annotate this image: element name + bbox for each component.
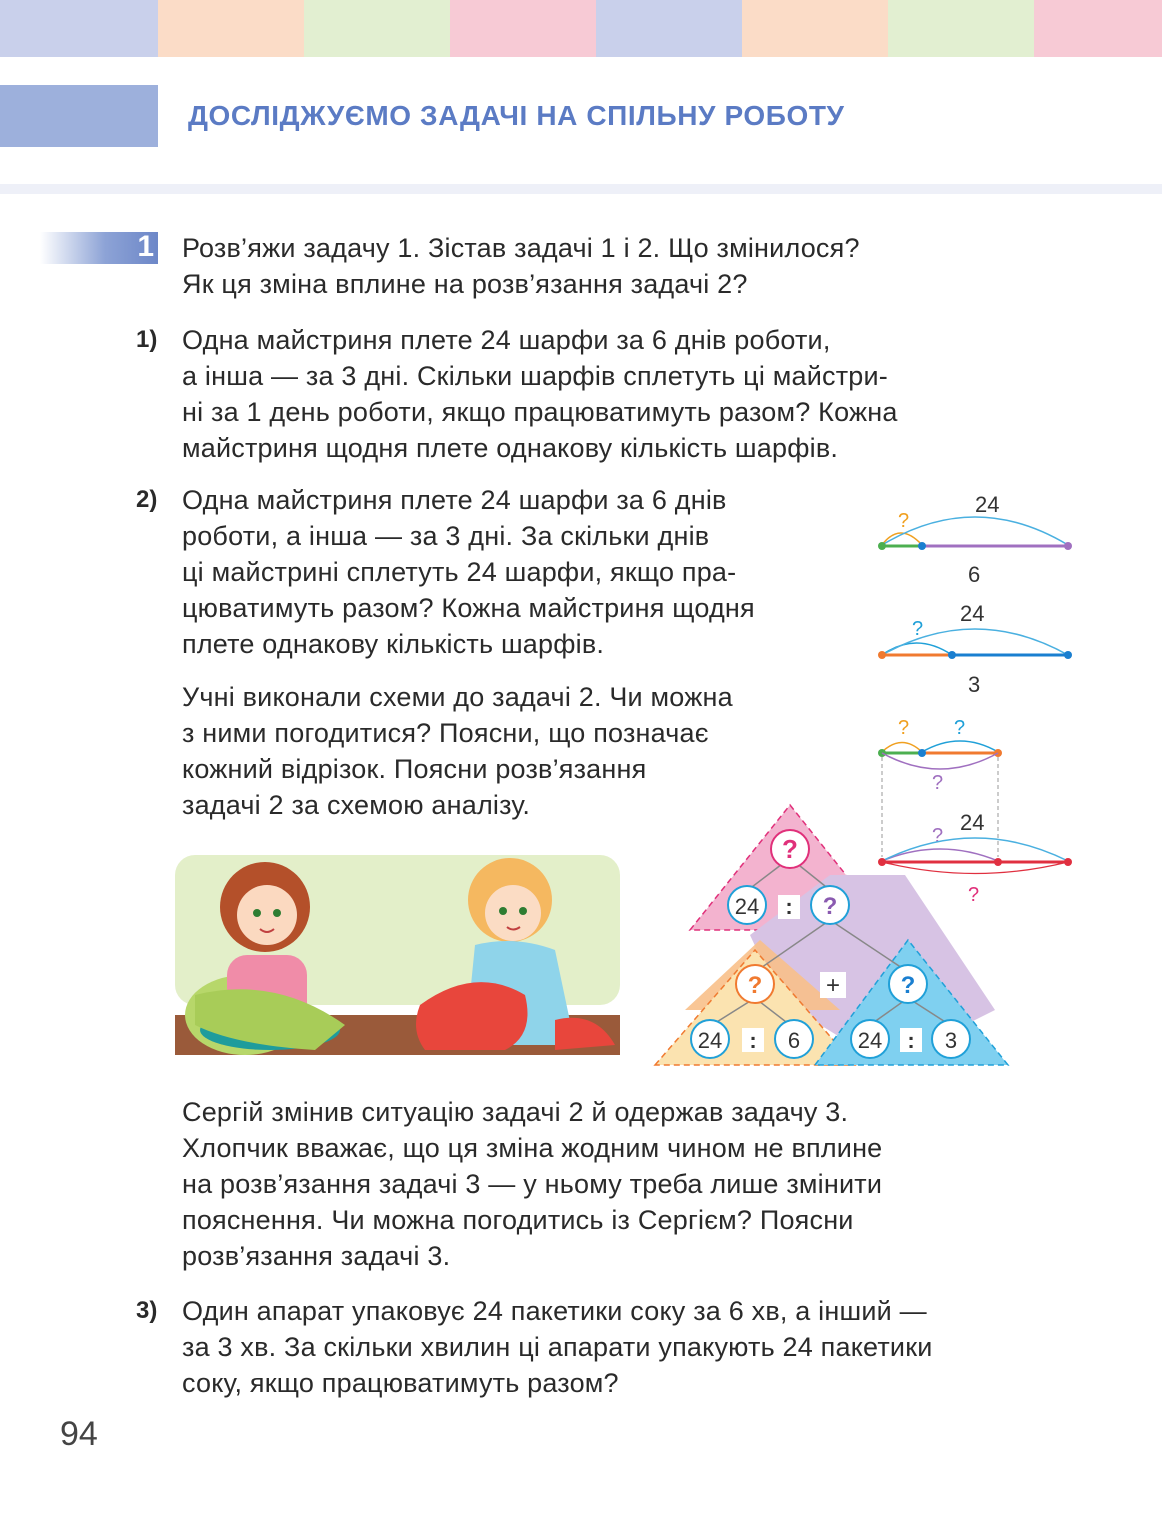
paragraph-line: Хлопчик вважає, що ця зміна жодним чином не вплине	[182, 1133, 883, 1163]
analysis-tree-diagram	[650, 800, 1020, 1075]
question-line: кожний відрізок. Поясни розв’язання	[182, 754, 647, 784]
paragraph-line: пояснення. Чи можна погодитись із Сергієм? Поясни	[182, 1205, 854, 1235]
task-number-badge	[40, 232, 158, 264]
scheme-label: 3	[968, 672, 981, 697]
problem-line: ні за 1 день роботи, якщо працюватимуть разом? Кожна	[182, 397, 898, 427]
header-divider	[0, 184, 1162, 194]
problem-line: Одна майстриня плете 24 шарфи за 6 днів	[182, 485, 727, 515]
problem-line: ці майстрині сплетуть 24 шарфи, якщо пра-	[182, 557, 737, 587]
problem-line: Один апарат упаковує 24 пакетики соку за 6 хв, а інший —	[182, 1296, 927, 1326]
problem-line: а інша — за 3 дні. Скільки шарфів сплетуть ці майстри-	[182, 361, 888, 391]
page-title: ДОСЛІДЖУЄМО ЗАДАЧІ НА СПІЛЬНУ РОБОТУ	[188, 100, 845, 131]
tree-node: ?	[900, 972, 916, 999]
stripe	[158, 0, 304, 57]
paragraph-line: Сергій змінив ситуацію задачі 2 й одержав задачу 3.	[182, 1097, 849, 1127]
problem-line: за 3 хв. За скільки хвилин ці апарати упакують 24 пакетики	[182, 1332, 933, 1362]
task-intro-line: Як ця зміна вплине на розв’язання задачі 2?	[182, 269, 748, 299]
stripe	[888, 0, 1034, 57]
question-line: з ними погодитися? Поясни, що позначає	[182, 718, 709, 748]
scheme-label: 24	[960, 810, 985, 835]
problem-label: 1)	[136, 326, 158, 353]
stripe	[0, 0, 158, 57]
header-accent-bar	[0, 85, 158, 147]
stripe	[742, 0, 888, 57]
tree-node: 6	[787, 1028, 801, 1053]
stripe	[304, 0, 450, 57]
problem-line: роботи, а інша — за 3 дні. За скільки днів	[182, 521, 710, 551]
task-number: 1	[137, 230, 154, 263]
problem-label: 2)	[136, 486, 158, 513]
scheme-1	[878, 492, 1072, 587]
tree-root: ?	[782, 834, 798, 864]
question-line: Учні виконали схеми до задачі 2. Чи можна	[182, 682, 733, 712]
tree-op: :	[749, 1028, 757, 1053]
paragraph-line: розв’язання задачі 3.	[182, 1241, 451, 1271]
tree-node: 24	[857, 1028, 883, 1053]
scheme-label: 6	[968, 562, 981, 587]
question-mark: ?	[912, 618, 924, 640]
problem-line: соку, якщо працюватимуть разом?	[182, 1368, 619, 1398]
question-line: задачі 2 за схемою аналізу.	[182, 790, 531, 820]
question-mark: ?	[954, 717, 966, 739]
question-mark: ?	[932, 772, 944, 794]
problem-label: 3)	[136, 1297, 158, 1324]
question-mark: ?	[932, 825, 944, 847]
tree-op: +	[825, 972, 841, 999]
tree-node: ?	[822, 893, 838, 920]
problem-line: цюватимуть разом? Кожна майстриня щодня	[182, 593, 755, 623]
paragraph-line: на розв’язання задачі 3 — у ньому треба лише змінити	[182, 1169, 883, 1199]
problem-line: майстриня щодня плете однакову кількість шарфів.	[182, 433, 839, 463]
tree-op: :	[907, 1028, 915, 1053]
scheme-label: 24	[975, 492, 1000, 517]
scheme-label: 24	[960, 601, 985, 626]
knitting-girls-illustration	[175, 845, 620, 1070]
stripe	[596, 0, 742, 57]
tree-node: ?	[747, 972, 763, 999]
question-mark: ?	[968, 884, 980, 905]
scheme-2	[878, 601, 1072, 697]
problem-line: Одна майстриня плете 24 шарфи за 6 днів роботи,	[182, 325, 831, 355]
tree-op: :	[785, 894, 793, 919]
page-number: 94	[60, 1415, 98, 1453]
tree-node: 24	[734, 894, 760, 919]
stripe	[1034, 0, 1162, 57]
stripe	[450, 0, 596, 57]
task-intro-line: Розв’яжи задачу 1. Зістав задачі 1 і 2. Що змінилося?	[182, 233, 860, 263]
problem-line: плете однакову кількість шарфів.	[182, 629, 605, 659]
question-mark: ?	[898, 717, 910, 739]
tree-node: 24	[697, 1028, 723, 1053]
tree-node: 3	[944, 1028, 958, 1053]
question-mark: ?	[898, 510, 910, 532]
